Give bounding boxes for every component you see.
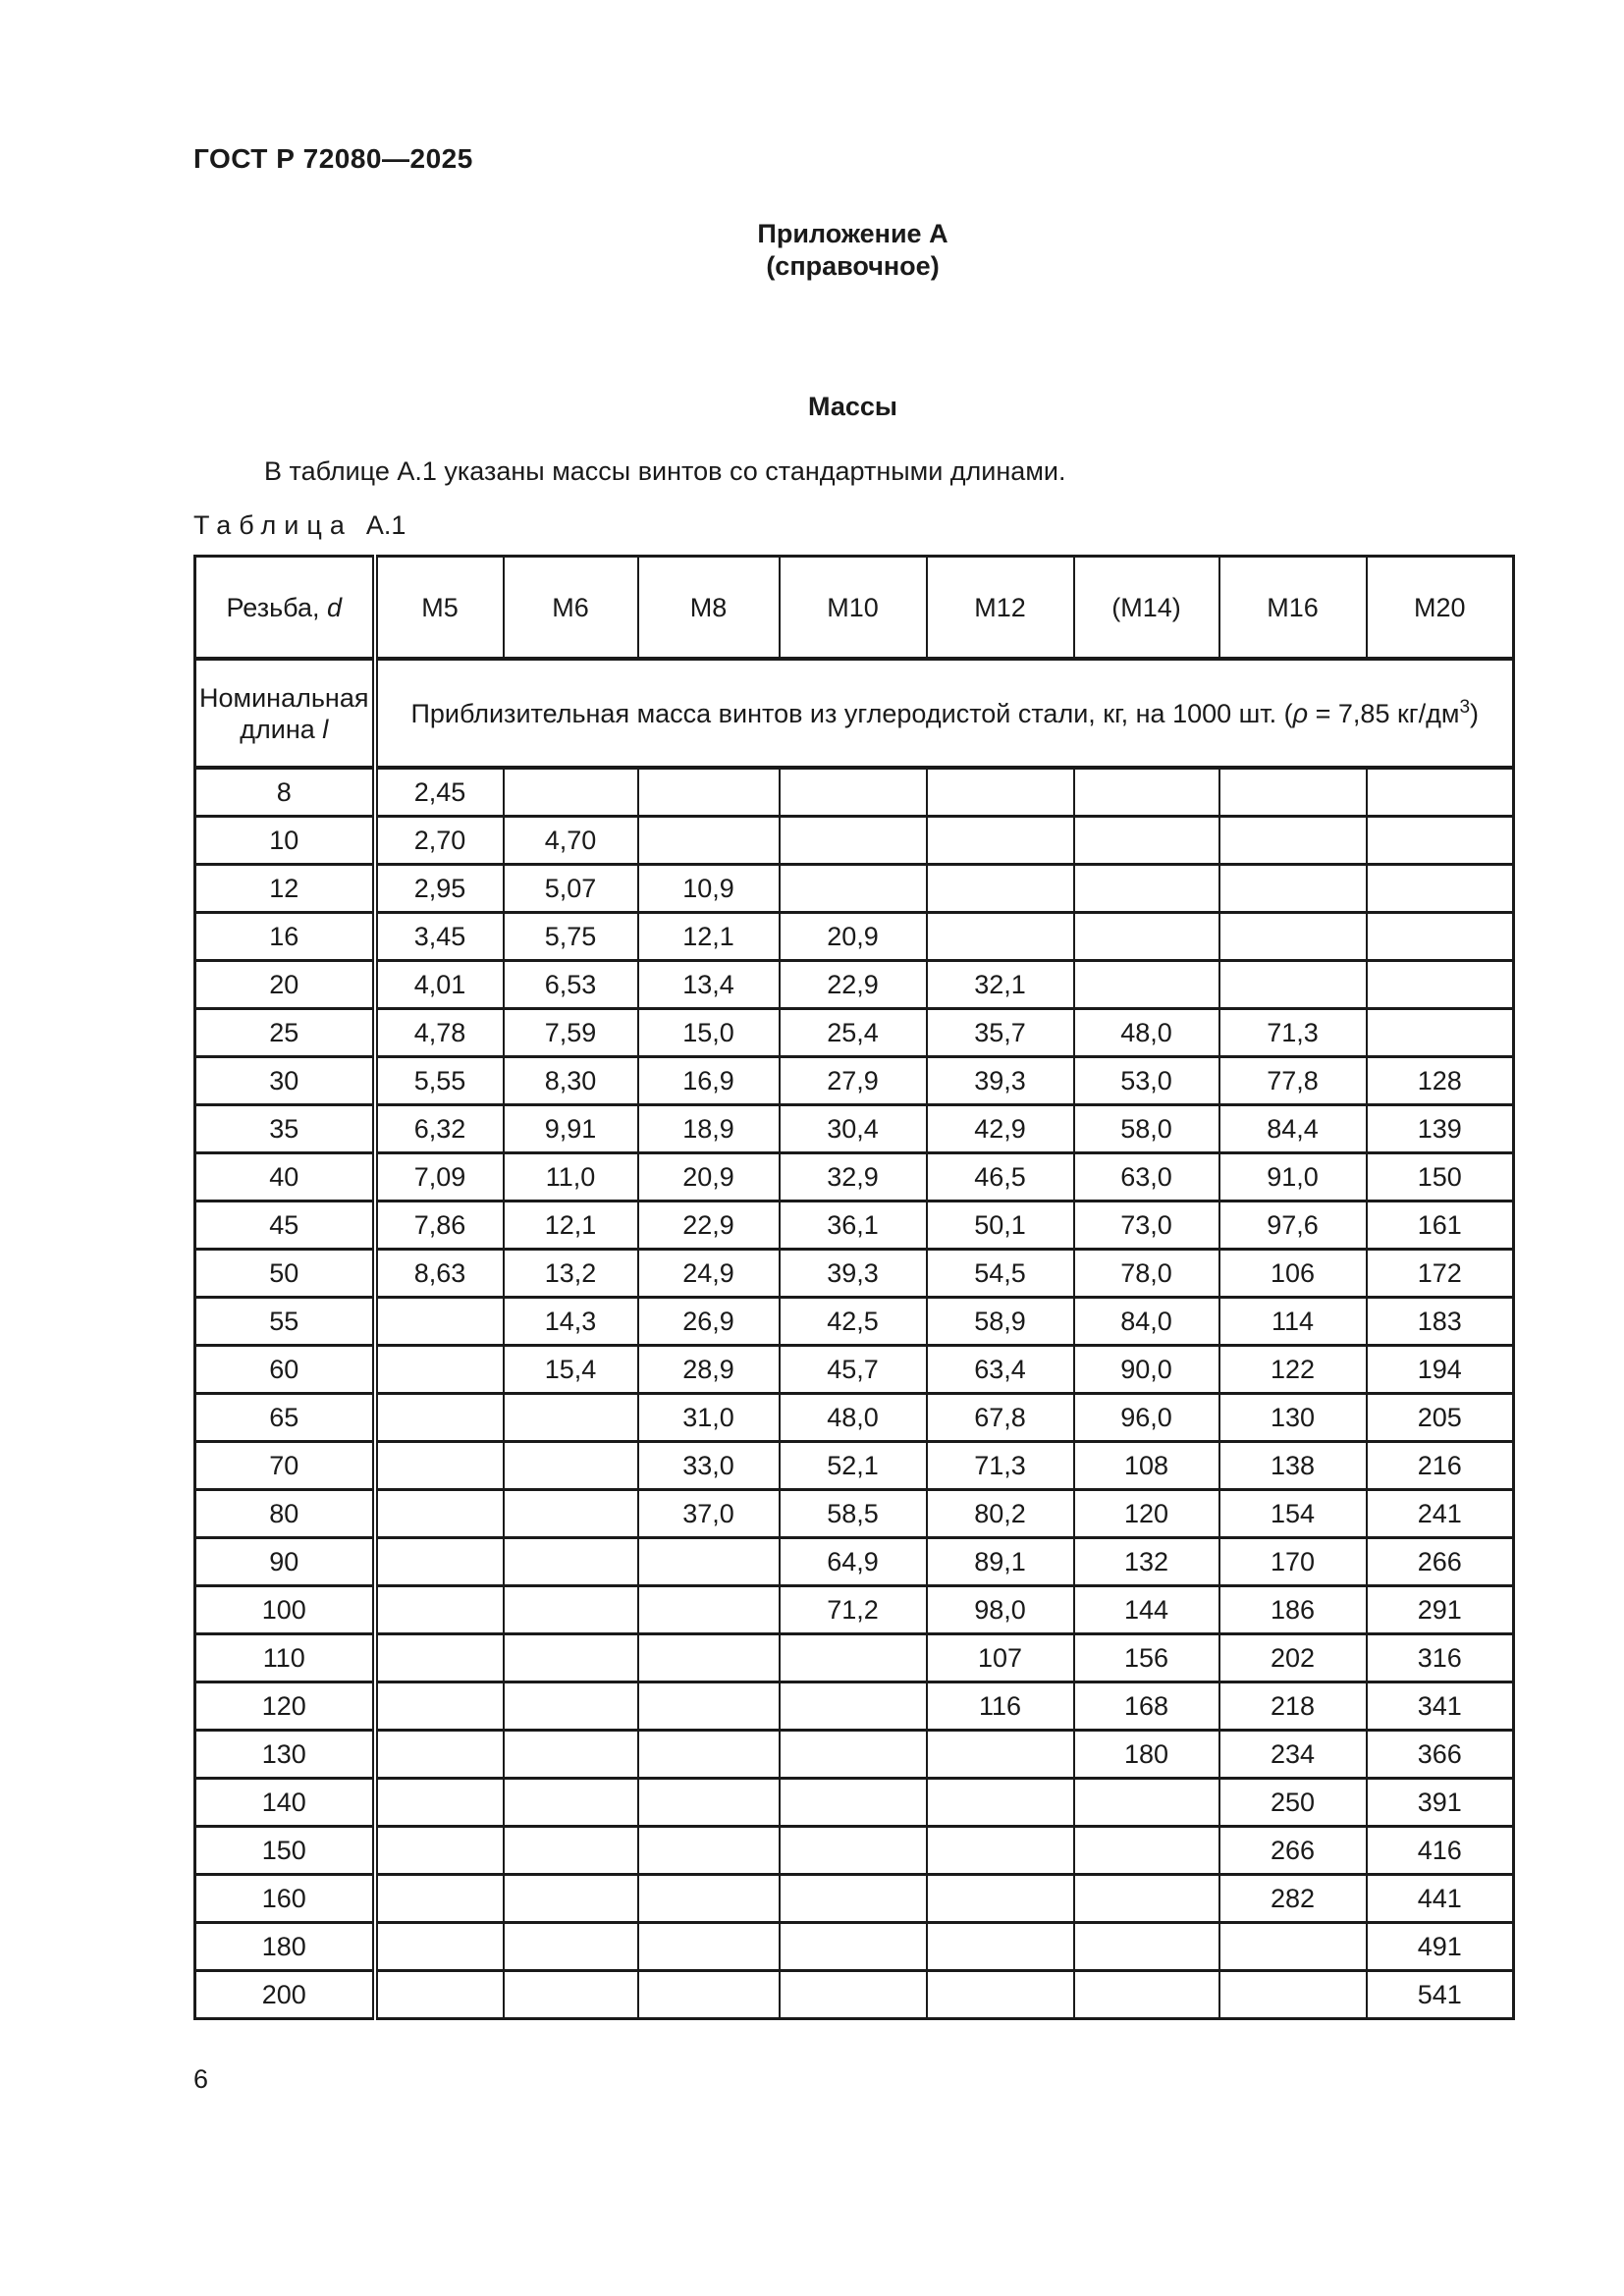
- mass-cell: 391: [1367, 1779, 1514, 1827]
- mass-cell: [375, 1827, 504, 1875]
- mass-cell: [504, 1586, 638, 1634]
- mass-cell: 138: [1219, 1442, 1367, 1490]
- mass-cell: [375, 1634, 504, 1682]
- mass-cell: 39,3: [780, 1250, 927, 1298]
- mass-cell: 7,86: [375, 1201, 504, 1250]
- length-cell: 35: [195, 1105, 375, 1153]
- table-row: [195, 1442, 1514, 1490]
- mass-cell: 132: [1074, 1538, 1219, 1586]
- length-cell: 140: [195, 1779, 375, 1827]
- mass-cell: 216: [1367, 1442, 1514, 1490]
- length-cell: 130: [195, 1731, 375, 1779]
- mass-cell: [780, 1971, 927, 2019]
- mass-cell: 180: [1074, 1731, 1219, 1779]
- mass-cell: [504, 1442, 638, 1490]
- mass-cell: 50,1: [927, 1201, 1074, 1250]
- mass-cell: 4,01: [375, 961, 504, 1009]
- mass-cell: 416: [1367, 1827, 1514, 1875]
- mass-cell: 80,2: [927, 1490, 1074, 1538]
- document-code: ГОСТ Р 72080—2025: [193, 143, 473, 174]
- mass-cell: 90,0: [1074, 1346, 1219, 1394]
- table-caption-word: Таблица: [193, 510, 352, 540]
- table-row: [195, 1490, 1514, 1538]
- table-row: [195, 865, 1514, 913]
- mass-cell: 89,1: [927, 1538, 1074, 1586]
- page-number: 6: [193, 2064, 209, 2094]
- mass-cell: 168: [1074, 1682, 1219, 1731]
- mass-cell: 266: [1367, 1538, 1514, 1586]
- table-head: [195, 557, 1514, 769]
- mass-cell: [504, 1634, 638, 1682]
- mass-cell: [1074, 865, 1219, 913]
- mass-cell: 202: [1219, 1634, 1367, 1682]
- mass-cell: 46,5: [927, 1153, 1074, 1201]
- mass-cell: 42,5: [780, 1298, 927, 1346]
- length-cell: 30: [195, 1057, 375, 1105]
- mass-cell: 15,0: [638, 1009, 780, 1057]
- mass-cell: 108: [1074, 1442, 1219, 1490]
- length-header-cell: [195, 659, 375, 768]
- length-cell: 200: [195, 1971, 375, 2019]
- mass-cell: 170: [1219, 1538, 1367, 1586]
- mass-cell: [1074, 1779, 1219, 1827]
- mass-cell: [504, 1923, 638, 1971]
- mass-cell: [375, 1779, 504, 1827]
- mass-cell: 366: [1367, 1731, 1514, 1779]
- table-row: [195, 1057, 1514, 1105]
- mass-cell: 97,6: [1219, 1201, 1367, 1250]
- mass-cell: 48,0: [1074, 1009, 1219, 1057]
- length-cell: 160: [195, 1875, 375, 1923]
- mass-cell: [504, 1971, 638, 2019]
- table-row: [195, 1201, 1514, 1250]
- mass-cell: 98,0: [927, 1586, 1074, 1634]
- table-row: [195, 1009, 1514, 1057]
- mass-cell: 7,09: [375, 1153, 504, 1201]
- mass-cell: [638, 1923, 780, 1971]
- table-row: [195, 1105, 1514, 1153]
- length-cell: 8: [195, 768, 375, 817]
- length-label: длина: [240, 714, 323, 744]
- thread-header-cell: [195, 557, 375, 660]
- mass-cell: 52,1: [780, 1442, 927, 1490]
- mass-cell: [504, 768, 638, 817]
- table-row: [195, 1827, 1514, 1875]
- mass-cell: 291: [1367, 1586, 1514, 1634]
- mass-cell: 22,9: [780, 961, 927, 1009]
- mass-cell: 205: [1367, 1394, 1514, 1442]
- mass-cell: 71,3: [1219, 1009, 1367, 1057]
- mass-cell: [927, 1923, 1074, 1971]
- mass-cell: 71,3: [927, 1442, 1074, 1490]
- size-header-m20: М20: [1367, 557, 1514, 660]
- mass-cell: [504, 1490, 638, 1538]
- mass-cell: [1074, 1875, 1219, 1923]
- mass-cell: [1367, 961, 1514, 1009]
- size-header-m6: М6: [504, 557, 638, 660]
- mass-cell: 130: [1219, 1394, 1367, 1442]
- mass-cell: [375, 1442, 504, 1490]
- mass-cell: [1074, 961, 1219, 1009]
- mass-cell: 114: [1219, 1298, 1367, 1346]
- mass-cell: 39,3: [927, 1057, 1074, 1105]
- table-row: [195, 1153, 1514, 1201]
- mass-cell: 6,32: [375, 1105, 504, 1153]
- mass-cell: [375, 1971, 504, 2019]
- mass-cell: [780, 1634, 927, 1682]
- size-header-m12: М12: [927, 557, 1074, 660]
- mass-cell: 491: [1367, 1923, 1514, 1971]
- size-header-m5: М5: [375, 557, 504, 660]
- table-row: [195, 1682, 1514, 1731]
- mass-cell: 11,0: [504, 1153, 638, 1201]
- mass-cell: [1074, 817, 1219, 865]
- mass-cell: 266: [1219, 1827, 1367, 1875]
- rho-symbol: ρ: [1292, 698, 1309, 728]
- mass-cell: [780, 817, 927, 865]
- mass-cell: 5,07: [504, 865, 638, 913]
- mass-cell: 2,70: [375, 817, 504, 865]
- mass-cell: [927, 1875, 1074, 1923]
- mass-cell: 156: [1074, 1634, 1219, 1682]
- mass-cell: [638, 1586, 780, 1634]
- mass-cell: 14,3: [504, 1298, 638, 1346]
- size-header-m8: М8: [638, 557, 780, 660]
- mass-cell: [504, 1779, 638, 1827]
- table-body: [195, 768, 1514, 2019]
- mass-cell: [780, 1875, 927, 1923]
- masses-table: [193, 555, 1515, 2020]
- length-symbol: l: [322, 714, 329, 744]
- mass-cell: [927, 1971, 1074, 2019]
- mass-cell: 54,5: [927, 1250, 1074, 1298]
- mass-cell: [1074, 913, 1219, 961]
- mass-cell: 67,8: [927, 1394, 1074, 1442]
- length-header-line2: [196, 714, 372, 745]
- mass-cell: 16,9: [638, 1057, 780, 1105]
- table-row: [195, 1875, 1514, 1923]
- mass-cell: 8,30: [504, 1057, 638, 1105]
- table-row: [195, 1634, 1514, 1682]
- mass-cell: 12,1: [638, 913, 780, 961]
- mass-cell: 241: [1367, 1490, 1514, 1538]
- length-cell: 100: [195, 1586, 375, 1634]
- mass-cell: 64,9: [780, 1538, 927, 1586]
- mass-cell: 8,63: [375, 1250, 504, 1298]
- mass-cell: [1074, 1971, 1219, 2019]
- mass-cell: [1367, 913, 1514, 961]
- mass-cell: [1219, 913, 1367, 961]
- cube-superscript: 3: [1459, 696, 1471, 718]
- mass-cell: [638, 1971, 780, 2019]
- size-header-m16: М16: [1219, 557, 1367, 660]
- size-header-m14: (М14): [1074, 557, 1219, 660]
- mass-cell: [638, 1731, 780, 1779]
- length-cell: 110: [195, 1634, 375, 1682]
- mass-cell: 150: [1367, 1153, 1514, 1201]
- mass-cell: [375, 1731, 504, 1779]
- mass-cell: [780, 1779, 927, 1827]
- mass-units-middle: = 7,85 кг/дм: [1308, 698, 1460, 728]
- mass-cell: 234: [1219, 1731, 1367, 1779]
- mass-cell: 71,2: [780, 1586, 927, 1634]
- mass-cell: 63,0: [1074, 1153, 1219, 1201]
- mass-cell: [375, 1346, 504, 1394]
- length-cell: 16: [195, 913, 375, 961]
- length-cell: 25: [195, 1009, 375, 1057]
- mass-cell: 15,4: [504, 1346, 638, 1394]
- mass-cell: 32,1: [927, 961, 1074, 1009]
- mass-cell: [1367, 817, 1514, 865]
- mass-cell: 194: [1367, 1346, 1514, 1394]
- table-row: [195, 961, 1514, 1009]
- appendix-subtitle: (справочное): [766, 251, 940, 281]
- mass-units-prefix: Приблизительная масса винтов из углеродистой стали, кг, на 1000 шт. (: [410, 698, 1293, 728]
- mass-cell: 9,91: [504, 1105, 638, 1153]
- mass-cell: [927, 1827, 1074, 1875]
- mass-cell: [504, 1538, 638, 1586]
- mass-cell: 33,0: [638, 1442, 780, 1490]
- mass-cell: [927, 817, 1074, 865]
- mass-cell: 30,4: [780, 1105, 927, 1153]
- mass-cell: 4,78: [375, 1009, 504, 1057]
- length-cell: 20: [195, 961, 375, 1009]
- thread-symbol: d: [327, 592, 343, 622]
- mass-cell: 27,9: [780, 1057, 927, 1105]
- mass-cell: [780, 1827, 927, 1875]
- mass-cell: [504, 1731, 638, 1779]
- mass-cell: 42,9: [927, 1105, 1074, 1153]
- mass-cell: [375, 1538, 504, 1586]
- mass-cell: [780, 865, 927, 913]
- mass-cell: 13,4: [638, 961, 780, 1009]
- mass-cell: 341: [1367, 1682, 1514, 1731]
- mass-cell: [780, 1923, 927, 1971]
- table-row: [195, 1731, 1514, 1779]
- table-row: [195, 1298, 1514, 1346]
- mass-cell: 48,0: [780, 1394, 927, 1442]
- length-cell: 70: [195, 1442, 375, 1490]
- mass-cell: [375, 1875, 504, 1923]
- mass-cell: 24,9: [638, 1250, 780, 1298]
- appendix-heading: [193, 218, 1512, 283]
- length-cell: 12: [195, 865, 375, 913]
- mass-cell: 107: [927, 1634, 1074, 1682]
- mass-cell: 4,70: [504, 817, 638, 865]
- table-row: [195, 1346, 1514, 1394]
- table-row: [195, 768, 1514, 817]
- mass-cell: [504, 1682, 638, 1731]
- length-cell: 90: [195, 1538, 375, 1586]
- table-row: [195, 1586, 1514, 1634]
- mass-cell: 20,9: [780, 913, 927, 961]
- mass-cell: 96,0: [1074, 1394, 1219, 1442]
- length-cell: 65: [195, 1394, 375, 1442]
- mass-cell: 63,4: [927, 1346, 1074, 1394]
- mass-cell: 45,7: [780, 1346, 927, 1394]
- mass-cell: 154: [1219, 1490, 1367, 1538]
- mass-cell: [780, 1682, 927, 1731]
- mass-cell: [638, 1538, 780, 1586]
- mass-cell: 84,0: [1074, 1298, 1219, 1346]
- mass-cell: 36,1: [780, 1201, 927, 1250]
- mass-cell: 161: [1367, 1201, 1514, 1250]
- mass-cell: [1074, 768, 1219, 817]
- mass-cell: [927, 1779, 1074, 1827]
- length-cell: 150: [195, 1827, 375, 1875]
- mass-cell: [638, 1682, 780, 1731]
- mass-cell: 172: [1367, 1250, 1514, 1298]
- mass-cell: 77,8: [1219, 1057, 1367, 1105]
- table-row: [195, 1779, 1514, 1827]
- mass-cell: 32,9: [780, 1153, 927, 1201]
- mass-cell: 20,9: [638, 1153, 780, 1201]
- table-caption: [193, 510, 406, 541]
- mass-cell: [504, 1394, 638, 1442]
- section-title: Массы: [808, 392, 897, 421]
- mass-cell: 106: [1219, 1250, 1367, 1298]
- length-cell: 120: [195, 1682, 375, 1731]
- mass-cell: [638, 1779, 780, 1827]
- mass-cell: [375, 1298, 504, 1346]
- mass-cell: 7,59: [504, 1009, 638, 1057]
- mass-cell: [780, 1731, 927, 1779]
- mass-cell: [1219, 817, 1367, 865]
- table-row: [195, 1923, 1514, 1971]
- mass-cell: [375, 1490, 504, 1538]
- table-caption-number: А.1: [365, 510, 406, 540]
- mass-cell: 3,45: [375, 913, 504, 961]
- mass-cell: 316: [1367, 1634, 1514, 1682]
- mass-cell: 144: [1074, 1586, 1219, 1634]
- mass-cell: [1219, 1923, 1367, 1971]
- mass-cell: 13,2: [504, 1250, 638, 1298]
- mass-cell: [638, 1634, 780, 1682]
- mass-cell: 183: [1367, 1298, 1514, 1346]
- length-cell: 40: [195, 1153, 375, 1201]
- mass-cell: [1367, 1009, 1514, 1057]
- mass-cell: [780, 768, 927, 817]
- appendix-title: Приложение А: [757, 219, 948, 248]
- mass-cell: [375, 1586, 504, 1634]
- mass-cell: 282: [1219, 1875, 1367, 1923]
- mass-cell: [1074, 1827, 1219, 1875]
- mass-cell: 22,9: [638, 1201, 780, 1250]
- intro-text: В таблице А.1 указаны массы винтов со стандартными длинами.: [264, 456, 1066, 486]
- table-row: [195, 1538, 1514, 1586]
- mass-cell: [638, 1827, 780, 1875]
- mass-cell: [375, 1394, 504, 1442]
- mass-cell: 58,5: [780, 1490, 927, 1538]
- length-header-line1: Номинальная: [199, 682, 369, 713]
- mass-cell: 5,75: [504, 913, 638, 961]
- mass-cell: 78,0: [1074, 1250, 1219, 1298]
- mass-cell: [1219, 1971, 1367, 2019]
- mass-cell: 28,9: [638, 1346, 780, 1394]
- mass-cell: [375, 1923, 504, 1971]
- mass-cell: [1219, 865, 1367, 913]
- mass-cell: [375, 1682, 504, 1731]
- length-cell: 10: [195, 817, 375, 865]
- mass-cell: 2,95: [375, 865, 504, 913]
- mass-cell: [638, 1875, 780, 1923]
- mass-cell: 84,4: [1219, 1105, 1367, 1153]
- mass-cell: 26,9: [638, 1298, 780, 1346]
- mass-cell: [1219, 961, 1367, 1009]
- mass-cell: 120: [1074, 1490, 1219, 1538]
- mass-cell: 186: [1219, 1586, 1367, 1634]
- mass-cell: 35,7: [927, 1009, 1074, 1057]
- mass-cell: 116: [927, 1682, 1074, 1731]
- mass-cell: [504, 1875, 638, 1923]
- length-cell: 60: [195, 1346, 375, 1394]
- mass-cell: 53,0: [1074, 1057, 1219, 1105]
- mass-cell: 139: [1367, 1105, 1514, 1153]
- length-cell: 180: [195, 1923, 375, 1971]
- mass-cell: 73,0: [1074, 1201, 1219, 1250]
- length-cell: 55: [195, 1298, 375, 1346]
- table-row: [195, 1971, 1514, 2019]
- mass-cell: 441: [1367, 1875, 1514, 1923]
- length-cell: 80: [195, 1490, 375, 1538]
- mass-cell: [1367, 768, 1514, 817]
- mass-cell: 2,45: [375, 768, 504, 817]
- length-cell: 50: [195, 1250, 375, 1298]
- units-header-row: [195, 659, 1514, 768]
- mass-cell: 31,0: [638, 1394, 780, 1442]
- mass-cell: 250: [1219, 1779, 1367, 1827]
- mass-cell: 10,9: [638, 865, 780, 913]
- mass-cell: 218: [1219, 1682, 1367, 1731]
- mass-cell: 58,0: [1074, 1105, 1219, 1153]
- mass-cell: 25,4: [780, 1009, 927, 1057]
- mass-cell: [504, 1827, 638, 1875]
- mass-cell: [927, 768, 1074, 817]
- mass-cell: [638, 768, 780, 817]
- thread-label: Резьба,: [226, 592, 328, 622]
- mass-cell: 6,53: [504, 961, 638, 1009]
- mass-cell: [638, 817, 780, 865]
- mass-cell: [1074, 1923, 1219, 1971]
- size-header-m10: М10: [780, 557, 927, 660]
- mass-cell: 5,55: [375, 1057, 504, 1105]
- mass-cell: 122: [1219, 1346, 1367, 1394]
- table-row: [195, 1394, 1514, 1442]
- mass-cell: [1367, 865, 1514, 913]
- mass-units-suffix: ): [1470, 698, 1480, 728]
- mass-cell: 128: [1367, 1057, 1514, 1105]
- intro-paragraph: [193, 455, 1512, 487]
- mass-cell: 37,0: [638, 1490, 780, 1538]
- thread-header-row: [195, 557, 1514, 660]
- mass-cell: 58,9: [927, 1298, 1074, 1346]
- mass-cell: 12,1: [504, 1201, 638, 1250]
- table-row: [195, 1250, 1514, 1298]
- table-row: [195, 913, 1514, 961]
- mass-cell: [927, 865, 1074, 913]
- mass-cell: [927, 1731, 1074, 1779]
- mass-units-cell: [375, 659, 1514, 768]
- table-row: [195, 817, 1514, 865]
- mass-cell: 18,9: [638, 1105, 780, 1153]
- length-cell: 45: [195, 1201, 375, 1250]
- mass-cell: [1219, 768, 1367, 817]
- mass-cell: 91,0: [1219, 1153, 1367, 1201]
- mass-cell: 541: [1367, 1971, 1514, 2019]
- mass-cell: [927, 913, 1074, 961]
